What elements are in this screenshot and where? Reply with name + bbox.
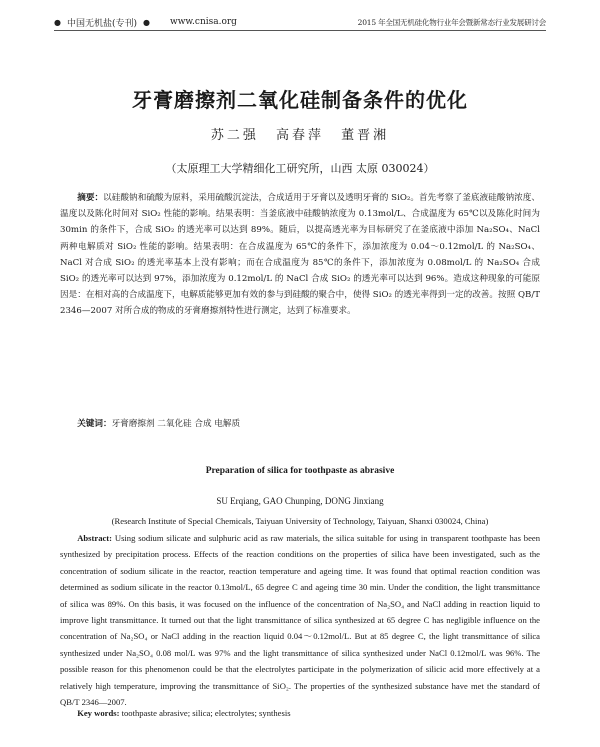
bullet-icon: ●	[143, 17, 150, 27]
journal-name: 中国无机盐(专刊)	[66, 18, 138, 29]
abstract-text-english: Using sodium silicate and sulphuric acid as raw materials, the silica suitable for using in transparent toothpaste has been synthesized by precipitation process. Effects of the reaction conditions on the properties of silica have been investigated, such as the concentration of sodium silicate in the reactor, reaction temperature and ageing time. It was found that optimal reaction condition was determined as sodium silicate in the reactor 0.13mol/L, 65 degree C and ageing time 30 min. Under the condition, the light transmittance of silica was 89%. On this basis, it was focused on the influence of the concentration of Na₂SO₄ and NaCl adding in reaction liquid to improve light transmittance. It turned out that the light transmittance of silica synthesized at 65 degree C has negligible influence on the concentration of Na₂SO₄ or NaCl adding in the reaction liquid 0.04～0.12mol/L. But at 85 degree C, the light transmittance of silica synthesized under Na₂SO₄ 0.08 mol/L was 97% and the light transmittance of silica synthesized under NaCl 0.12mol/L was 96%. The possible reason for this phenomenon could be that the electrolytes participate in the polymerization of silicic acid more effectively at a relatively high temperature, improving the transmittance of SiO₂. The properties of the synthesized substance have met the standard of QB/T 2346—2007.	[60, 533, 541, 708]
keywords-label-chinese: 关键词：	[77, 419, 112, 429]
keywords-text-chinese: 牙膏磨擦剂 二氧化硅 合成 电解质	[111, 419, 241, 429]
title-english: Preparation of silica for toothpaste as abrasive	[205, 466, 395, 476]
bullet-icon: ●	[54, 17, 61, 27]
abstract-label-english: Abstract:	[77, 533, 113, 543]
title-chinese: 牙膏磨擦剂二氧化硅制备条件的优化	[132, 88, 468, 112]
keywords-english	[60, 708, 540, 718]
abstract-text-chinese: 以硅酸钠和硫酸为原料，采用硫酸沉淀法，合成适用于牙膏以及透明牙膏的 SiO₂。首先考察了釜底液硅酸钠浓度、温度以及陈化时间对 SiO₂ 性能的影响。结果表明：当釜底液中硅酸钠浓度为 0.13mol/L、合成温度为 65℃以及陈化时间为 30min 的条件下，合成 SiO₂ 的透光率可以达到 89%。随后，以提高透光率为目标研究了在釜底液中添加 Na₂SO₄、NaCl 两种电解质对 SiO₂ 性能的影响。结果表明：在合成温度为 65℃的条件下，添加浓度为 0.04～0.12mol/L 的 Na₂SO₄、NaCl 对合成 SiO₂ 的透光率基本上没有影响；而在合成温度为 85℃的条件下，添加浓度为 0.08mol/L 的 Na₂SO₄ 合成 SiO₂ 的透光率可以达到 97%，添加浓度为 0.12mol/L 的 NaCl 合成 SiO₂ 的透光率可以达到 96%。造成这种现象的可能原因是：在相对高的合成温度下，电解质能够更加有效的参与到硅酸的聚合中，使得 SiO₂ 的透光率得到一定的改善。按照 QB/T 2346—2007 对所合成的物成的牙膏磨擦剂特性进行测定，达到了标准要求。	[60, 193, 540, 317]
abstract-english	[60, 530, 540, 710]
affiliation-chinese: （太原理工大学精细化工研究所，山西 太原 030024）	[165, 162, 435, 175]
authors-english: SU Erqiang, GAO Chunping, DONG Jinxiang	[216, 496, 384, 506]
abstract-label-chinese: 摘要：	[77, 193, 104, 203]
running-header	[54, 14, 546, 31]
keywords-chinese	[60, 417, 540, 429]
keywords-label-english: Key words:	[77, 708, 120, 718]
authors-chinese: 苏二强 高春萍 董晋湘	[210, 128, 390, 143]
header-left	[54, 16, 237, 29]
conference-name: 2015 年全国无机硅化物行业年会暨新常态行业发展研讨会	[357, 17, 546, 27]
abstract-chinese	[60, 190, 540, 320]
affiliation-english: (Research Institute of Special Chemicals, Taiyuan University of Technology, Taiyuan, Shanxi 030024, China)	[111, 516, 489, 526]
keywords-text-english: toothpaste abrasive; silica; electrolytes; synthesis	[121, 708, 291, 718]
journal-url[interactable]: www.cnisa.org	[170, 17, 237, 27]
